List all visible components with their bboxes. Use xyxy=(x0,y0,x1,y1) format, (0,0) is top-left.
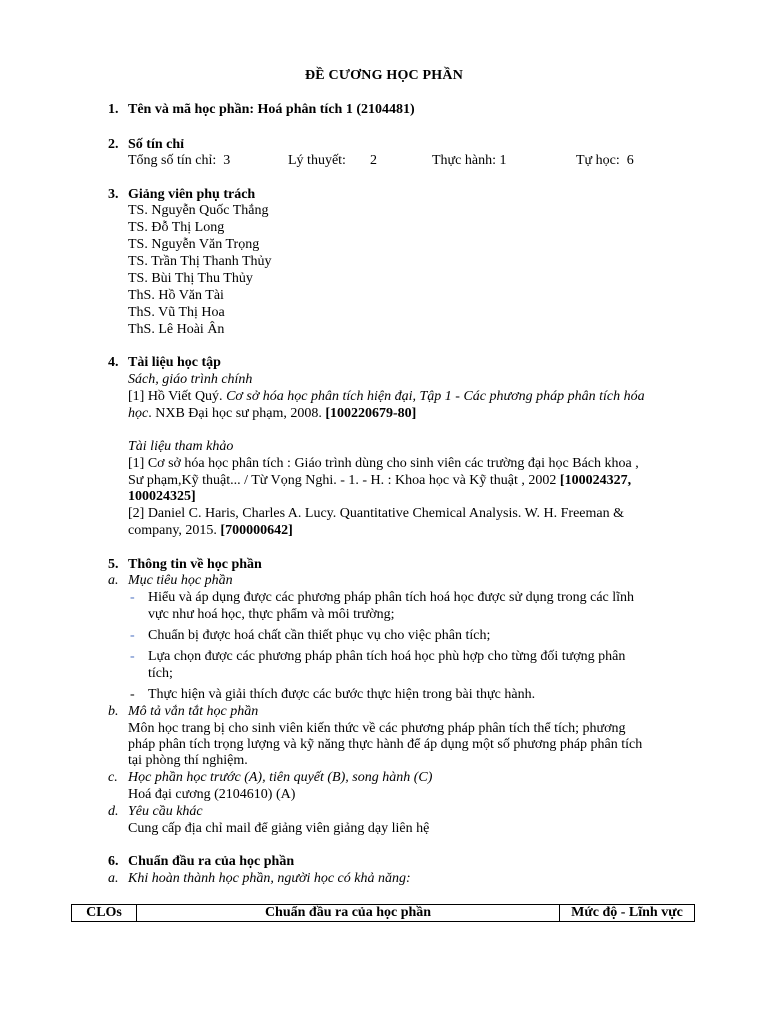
description-line-1: Môn học trang bị cho sinh viên kiến thức về các phương pháp phân tích thể tích; phương xyxy=(128,721,626,736)
lecturer-item: TS. Đỗ Thị Long xyxy=(128,220,225,235)
subsection-a: a. Mục tiêu học phần xyxy=(108,573,233,588)
main-textbook-label: Sách, giáo trình chính xyxy=(128,372,253,387)
reference-2-cont: company, 2015. [700000642] xyxy=(128,523,293,538)
subsection-c: c. Học phần học trước (A), tiên quyết (B), song hành (C) xyxy=(108,770,433,785)
reference-label: Tài liệu tham khảo xyxy=(128,439,234,454)
lecturer-item: TS. Bùi Thị Thu Thủy xyxy=(128,271,253,286)
section-5-heading: 5. Thông tin về học phần xyxy=(108,557,262,572)
section-6-heading: 6. Chuẩn đầu ra của học phần xyxy=(108,854,295,869)
credits-practice: Thực hành: 1 xyxy=(432,153,507,168)
credits-theory: Lý thuyết: xyxy=(288,153,346,168)
objective-1: Hiểu và áp dụng được các phương pháp phân tích hoá học được sử dụng trong các lĩnh xyxy=(148,590,635,605)
section-2-heading: 2. Số tín chỉ xyxy=(108,137,185,152)
lecturer-item: TS. Nguyễn Văn Trọng xyxy=(128,237,260,252)
reference-2: [2] Daniel C. Haris, Charles A. Lucy. Quantitative Chemical Analysis. W. H. Freeman & xyxy=(128,506,624,521)
description-line-2: pháp phân tích trọng lượng và kỹ năng thực hành để áp dụng một số phương pháp phân tích xyxy=(128,737,643,752)
credits-theory-value: 2 xyxy=(370,153,377,168)
lecturer-item: TS. Nguyễn Quốc Thắng xyxy=(128,203,269,218)
header-level: Mức độ - Lĩnh vực xyxy=(560,905,695,922)
bullet-dash: - xyxy=(130,649,135,664)
bullet-dash: - xyxy=(130,687,135,702)
subsection-6a: a. Khi hoàn thành học phần, người học có khả năng: xyxy=(108,871,411,886)
reference-1-cont: Sư phạm,Kỹ thuật... / Từ Vọng Nghi. - 1. - H. : Khoa học và Kỹ thuật , 2002 [100024327, xyxy=(128,473,632,488)
objective-1-cont: vực như hoá học, thực phẩm và môi trường; xyxy=(148,607,395,622)
credits-total: Tổng số tín chỉ: 3 xyxy=(128,153,231,168)
lecturer-item: ThS. Hồ Văn Tài xyxy=(128,288,224,303)
table-header-row xyxy=(72,905,695,922)
description-line-3: tại phòng thí nghiệm. xyxy=(128,753,248,768)
lecturer-item: TS. Trần Thị Thanh Thủy xyxy=(128,254,272,269)
objective-3-cont: tích; xyxy=(148,666,173,681)
objective-2: Chuẩn bị được hoá chất cần thiết phục vụ cho việc phân tích; xyxy=(148,628,491,643)
reference-1-cont2: 100024325] xyxy=(128,489,196,504)
section-3-heading: 3. Giảng viên phụ trách xyxy=(108,187,256,202)
other-requirement: Cung cấp địa chỉ mail để giảng viên giảng dạy liên hệ xyxy=(128,821,430,836)
subsection-d: d. Yêu cầu khác xyxy=(108,804,203,819)
bullet-dash: - xyxy=(130,590,135,605)
objective-4: Thực hiện và giải thích được các bước thực hiện trong bài thực hành. xyxy=(148,687,536,702)
main-textbook-1: [1] Hồ Viết Quý. Cơ sở hóa học phân tích hiện đại, Tập 1 - Các phương pháp phân tích hóa xyxy=(128,389,645,404)
bullet-dash: - xyxy=(130,628,135,643)
header-clos: CLOs xyxy=(72,905,137,922)
header-outcomes: Chuẩn đầu ra của học phần xyxy=(137,905,560,922)
lecturer-item: ThS. Vũ Thị Hoa xyxy=(128,305,225,320)
prerequisite: Hoá đại cương (2104610) (A) xyxy=(128,787,296,802)
section-1-heading: 1. Tên và mã học phần: Hoá phân tích 1 (2104481) xyxy=(108,102,415,117)
section-4-heading: 4. Tài liệu học tập xyxy=(108,355,221,370)
subsection-b: b. Mô tả vắn tắt học phần xyxy=(108,704,259,719)
credits-self-study: Tự học: 6 xyxy=(576,153,634,168)
clo-table xyxy=(71,904,695,922)
reference-1: [1] Cơ sở hóa học phân tích : Giáo trình dùng cho sinh viên các trường đại học Bách khoa , xyxy=(128,456,639,471)
objective-3: Lựa chọn được các phương pháp phân tích hoá học phù hợp cho từng đối tượng phân xyxy=(148,649,626,664)
document-title: ĐỀ CƯƠNG HỌC PHẦN xyxy=(304,68,464,83)
lecturer-item: ThS. Lê Hoài Ân xyxy=(128,322,225,337)
main-textbook-1-cont: học. NXB Đại học sư phạm, 2008. [100220679-80] xyxy=(128,406,417,421)
